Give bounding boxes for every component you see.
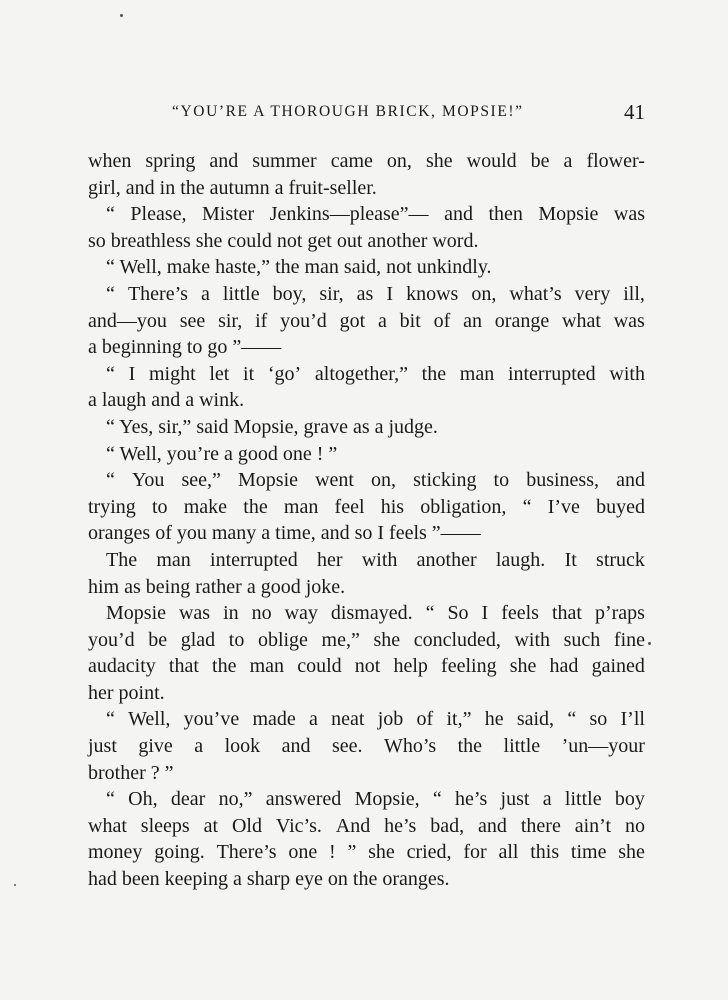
- text-line: and—you see sir, if you’d got a bit of an orange what was: [88, 309, 645, 332]
- text-line: oranges of you many a time, and so I feels ”——: [88, 522, 481, 545]
- text-line: girl, and in the autumn a fruit-seller.: [88, 176, 377, 199]
- text-line: The man interrupted her with another laugh. It struck: [106, 548, 645, 571]
- text-line: had been keeping a sharp eye on the oranges.: [88, 868, 450, 891]
- running-title: “YOU’RE A THOROUGH BRICK, MOPSIE!”: [172, 103, 524, 120]
- text-line: her point.: [88, 681, 165, 704]
- text-line: brother ? ”: [88, 761, 174, 784]
- text-line: a beginning to go ”——: [88, 336, 282, 359]
- text-line: what sleeps at Old Vic’s. And he’s bad, and there ain’t no: [88, 814, 645, 837]
- text-line: “ Well, you’re a good one ! ”: [106, 442, 338, 465]
- text-line: so breathless she could not get out another word.: [88, 229, 479, 252]
- page-speck: [648, 642, 651, 645]
- text-line: “ Oh, dear no,” answered Mopsie, “ he’s just a little boy: [106, 788, 645, 811]
- text-line: trying to make the man feel his obligation, “ I’ve buyed: [88, 495, 645, 518]
- text-line: Mopsie was in no way dismayed. “ So I feels that p’raps: [106, 602, 645, 625]
- text-line: him as being rather a good joke.: [88, 575, 346, 598]
- text-line: just give a look and see. Who’s the little ’un—your: [88, 735, 645, 758]
- text-line: audacity that the man could not help feeling she had gained: [88, 655, 645, 678]
- page-number: 41: [624, 100, 645, 124]
- page-speck: [14, 884, 16, 886]
- text-line: when spring and summer came on, she would be a flower-: [88, 150, 645, 172]
- text-line: a laugh and a wink.: [88, 389, 245, 412]
- text-line: “ Yes, sir,” said Mopsie, grave as a judge.: [106, 415, 438, 438]
- text-line: “ Please, Mister Jenkins—please”— and then Mopsie was: [106, 203, 645, 226]
- text-line: “ Well, you’ve made a neat job of it,” he said, “ so I’ll: [106, 708, 645, 731]
- text-line: you’d be glad to oblige me,” she concluded, with such fine: [88, 628, 645, 651]
- page-header: [88, 100, 645, 129]
- body-text: [88, 148, 645, 893]
- text-line: money going. There’s one ! ” she cried, for all this time she: [88, 841, 645, 864]
- text-line: “ You see,” Mopsie went on, sticking to business, and: [106, 469, 645, 492]
- page-speck: [120, 14, 123, 17]
- text-line: “ I might let it ‘go’ altogether,” the man interrupted with: [106, 362, 645, 385]
- text-line: “ Well, make haste,” the man said, not unkindly.: [106, 256, 492, 279]
- text-line: “ There’s a little boy, sir, as I knows on, what’s very ill,: [106, 282, 645, 305]
